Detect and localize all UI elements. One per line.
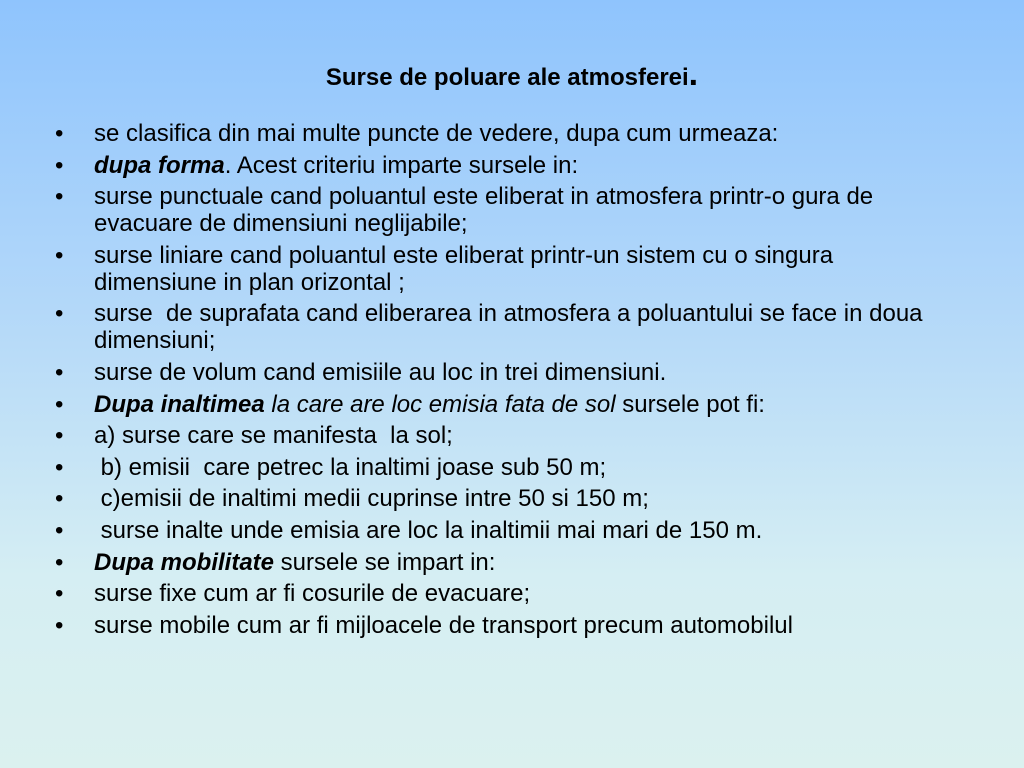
list-item: [55, 391, 955, 418]
item-text: surse liniare cand poluantul este eliberat printr-un sistem cu o singura dimensiune in plan orizontal ;: [94, 241, 840, 296]
list-item: [55, 422, 955, 449]
item-text: surse punctuale cand poluantul este eliberat in atmosfera printr-o gura de evacuare de dimensiuni neglijabile;: [94, 183, 880, 238]
item-text: . Acest criteriu imparte sursele in:: [224, 151, 579, 179]
item-text: sursele se impart in:: [274, 548, 496, 576]
item-text: surse fixe cum ar fi cosurile de evacuare;: [94, 580, 531, 608]
item-text: sursele pot fi:: [615, 390, 765, 418]
slide-title: [0, 56, 1024, 96]
bullet-icon: •: [55, 120, 64, 147]
item-text: surse de volum cand emisiile au loc in trei dimensiuni.: [94, 358, 667, 386]
bullet-icon: •: [55, 516, 64, 544]
item-text: a) surse care se manifesta la sol;: [94, 422, 453, 450]
list-item: [55, 152, 955, 179]
item-text: se clasifica din mai multe puncte de vedere, dupa cum urmeaza:: [94, 120, 779, 147]
item-text: surse inalte unde emisia are loc la inaltimii mai mari de 150 m.: [94, 516, 763, 544]
slide-title-dot: .: [688, 55, 699, 93]
bullet-icon: •: [55, 611, 64, 639]
list-item: [55, 454, 955, 481]
slide-title-text: Surse de poluare ale atmosferei: [325, 64, 689, 91]
bullet-icon: •: [55, 358, 64, 386]
bullet-icon: •: [55, 485, 64, 513]
item-emphasis: Dupa inaltimea: [94, 390, 265, 418]
item-text: surse mobile cum ar fi mijloacele de transport precum automobilul: [94, 611, 793, 639]
item-text: surse de suprafata cand eliberarea in atmosfera a poluantului se face in doua dimensiuni;: [94, 300, 930, 355]
bullet-icon: •: [55, 241, 64, 269]
list-item: [55, 242, 955, 296]
list-item: [55, 549, 955, 576]
list-item: [55, 612, 955, 639]
bullet-icon: •: [55, 183, 64, 211]
bullet-icon: •: [55, 151, 64, 179]
item-emphasis: dupa forma: [94, 151, 225, 179]
bullet-icon: •: [55, 548, 64, 576]
item-text: b) emisii care petrec la inaltimi joase sub 50 m;: [94, 453, 607, 481]
bullet-icon: •: [55, 422, 64, 450]
list-item: [55, 580, 955, 607]
bullet-icon: •: [55, 580, 64, 608]
list-item: [55, 300, 955, 354]
list-item: [55, 120, 955, 147]
bullet-icon: •: [55, 390, 64, 418]
item-emphasis: Dupa mobilitate: [94, 548, 275, 576]
bullet-icon: •: [55, 453, 64, 481]
list-item: [55, 517, 955, 544]
item-italic-text: la care are loc emisia fata de sol: [264, 390, 616, 418]
bullet-icon: •: [55, 300, 64, 328]
list-item: [55, 485, 955, 512]
item-text: c)emisii de inaltimi medii cuprinse intre 50 si 150 m;: [94, 485, 649, 513]
list-item: [55, 183, 955, 237]
list-item: [55, 359, 955, 386]
bullet-list: [55, 120, 955, 643]
